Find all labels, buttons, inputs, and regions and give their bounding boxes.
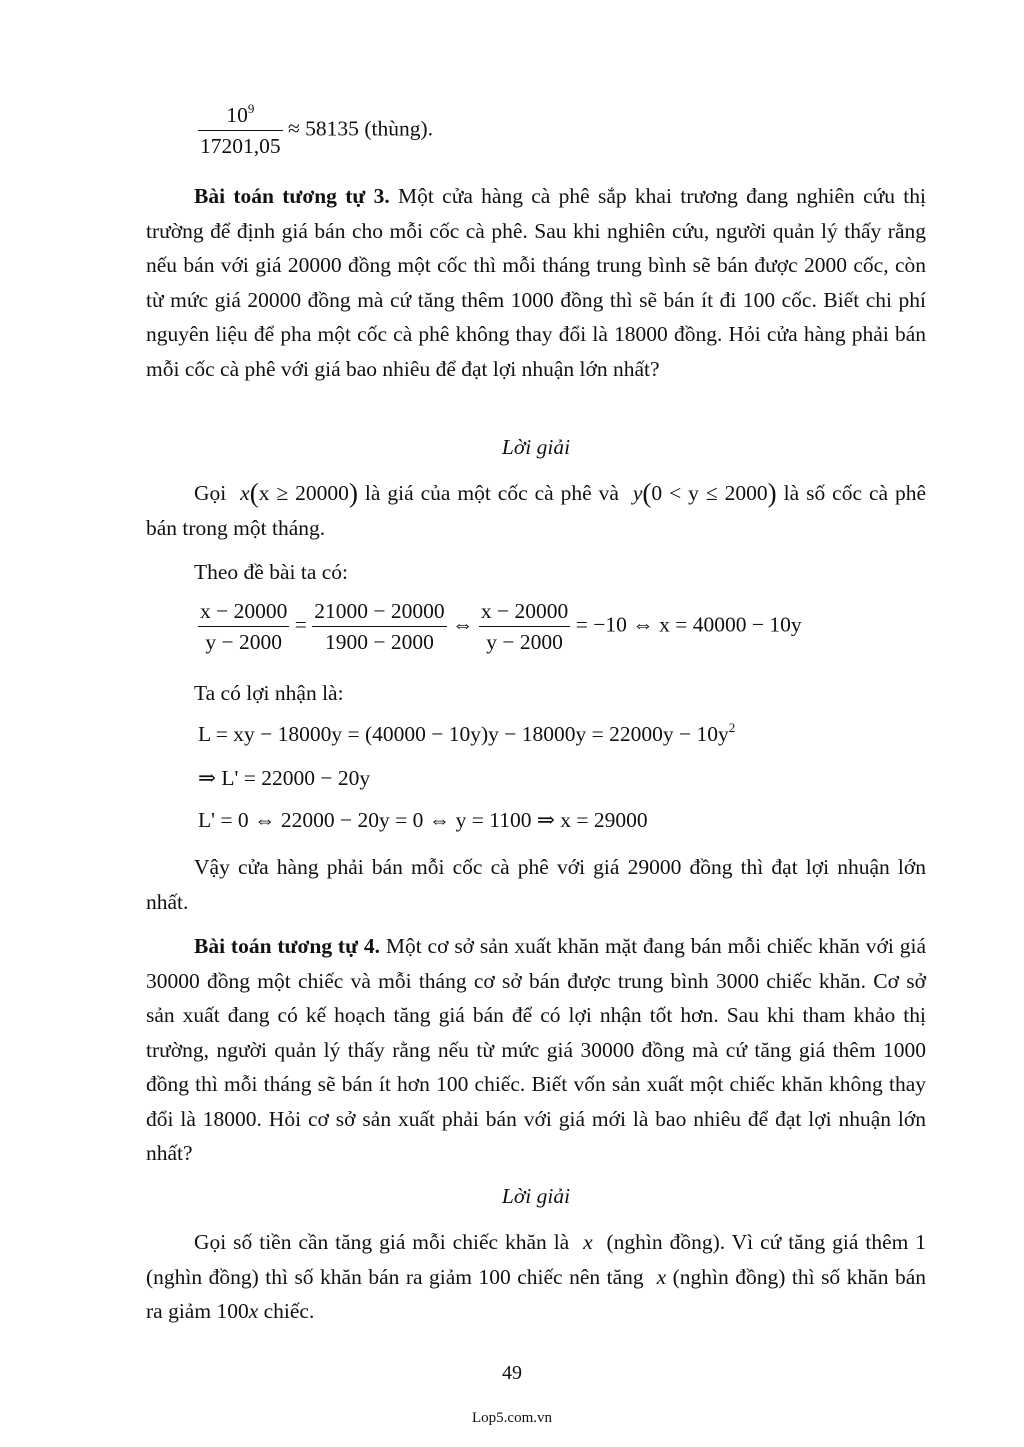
unit-text: (thùng). [364, 116, 433, 141]
sol4-var-x-2: x [656, 1264, 667, 1289]
numerator-exponent: 9 [247, 101, 255, 116]
problem-3-title: Bài toán tương tự 3. [194, 184, 390, 208]
eq1-fraction-3 [479, 596, 570, 657]
sol4-part-1: Gọi số tiền cần tăng giá mỗi chiếc khăn là [194, 1230, 570, 1254]
goi-word: Gọi [194, 481, 227, 505]
eq1-num-3: x − 20000 [479, 596, 570, 627]
eq1-num-2: 21000 − 20000 [312, 596, 446, 627]
solution-4-text [146, 1225, 926, 1329]
equation-4: L' = 0 ⇔ 22000 − 20y = 0 ⇔ y = 1100 ⇒ x = 29000 [198, 808, 648, 832]
top-formula [198, 100, 433, 161]
sol4-part-2: (nghìn đồng). Vì cứ tăng giá thêm 1 (nghìn đồng) thì số khăn bán ra giảm 100 chiếc nên tăng [146, 1230, 927, 1289]
eq1-den-3: y − 2000 [486, 630, 563, 654]
equation-3: ⇒ L' = 22000 − 20y [198, 766, 371, 790]
approx-value: ≈ 58135 [288, 116, 359, 141]
eq2-exponent: 2 [728, 720, 736, 735]
site-footer: Lop5.com.vn [472, 1410, 552, 1426]
top-fraction [198, 100, 283, 161]
solution-3-definition: Gọi x(x ≥ 20000) là giá của một cốc cà phê và y(0 < y ≤ 2000) là số cốc cà phê bán trong một tháng. [146, 478, 927, 540]
problem-4-title: Bài toán tương tự 4. [194, 934, 380, 958]
denominator: 17201,05 [200, 134, 281, 158]
sol4-part-4: chiếc. [263, 1299, 315, 1323]
problem-3 [146, 179, 926, 386]
problem-3-text: Một cửa hàng cà phê sắp khai trương đang nghiên cứu thị trường để định giá bán cho mỗi cốc cà phê. Sau khi nghiên cứu, người quản lý thấy rằng nếu bán với giá 20000 đồng một cốc thì mỗi tháng trung bình sẽ bán được 2000 cốc, còn từ mức giá 20000 đồng mà cứ tăng thêm 1000 đồng thì sẽ bán ít đi 100 cốc. Biết chi phí nguyên liệu để pha một cốc cà phê không thay đổi là 18000 đồng. Hỏi cửa hàng phải bán mỗi cốc cà phê với giá bao nhiêu để đạt lợi nhuận lớn nhất? [146, 184, 926, 381]
equation-1: $\frac{x - 20000}{y - 2000}$ = $\frac{21000 - 20000}{1900 - 2000}$ ⇔ $\frac{x - 20000}{y - 2000}$ = −10 ⇔ x = 40000 − 10y [198, 596, 802, 657]
problem-4-text: Một cơ sở sản xuất khăn mặt đang bán mỗi chiếc khăn với giá 30000 đồng một chiếc và mỗi tháng cơ sở bán được trung bình 3000 chiếc khăn. Cơ sở sản xuất đang có kế hoạch tăng giá bán để có lợi nhận tốt hơn. Sau khi tham khảo thị trường, người quản lý thấy rằng nếu từ mức giá 30000 đồng mà cứ tăng giá thêm 1000 đồng thì mỗi tháng sẽ bán ít hơn 100 chiếc. Biết vốn sản xuất một chiếc khăn không thay đổi là 18000. Hỏi cơ sở sản xuất phải bán với giá mới là bao nhiêu để đạt lợi nhuận lớn nhất? [146, 934, 926, 1165]
eq1-num-1: x − 20000 [198, 596, 289, 627]
ta-co-loi-nhan: Ta có lợi nhận là: [194, 681, 344, 705]
eq1-fraction-1 [198, 596, 289, 657]
solution-3-conclusion: Vậy cửa hàng phải bán mỗi cốc cà phê với giá 29000 đồng thì đạt lợi nhuận lớn nhất. [146, 855, 926, 914]
page-number: 49 [502, 1362, 522, 1384]
theo-de-bai: Theo đề bài ta có: [194, 560, 349, 584]
problem-4 [146, 929, 926, 1171]
x-condition: x ≥ 20000 [258, 481, 349, 505]
sol4-var-x-3: x [248, 1299, 259, 1323]
sol4-part-3: (nghìn đồng) thì số khăn bán ra giảm 100 [146, 1264, 926, 1323]
definition-mid: là giá của một cốc cà phê và [364, 481, 619, 505]
solution-4-heading: Lời giải [501, 1184, 571, 1208]
y-condition: 0 < y ≤ 2000 [651, 481, 768, 505]
eq2-text: L = xy − 18000y = (40000 − 10y)y − 18000y = 22000y − 10y [198, 722, 729, 746]
eq1-tail: = −10 ⇔ x = 40000 − 10y [575, 612, 802, 637]
eq1-fraction-2 [312, 596, 446, 657]
sol4-var-x-1: x [583, 1230, 593, 1254]
eq1-den-1: y − 2000 [205, 630, 283, 654]
solution-3-heading: Lời giải [501, 435, 571, 459]
eq1-den-2: 1900 − 2000 [325, 630, 434, 654]
equation-2 [198, 717, 735, 752]
definition-end: là số cốc cà phê bán trong một tháng. [146, 481, 927, 540]
numerator-base: 10 [226, 103, 248, 127]
